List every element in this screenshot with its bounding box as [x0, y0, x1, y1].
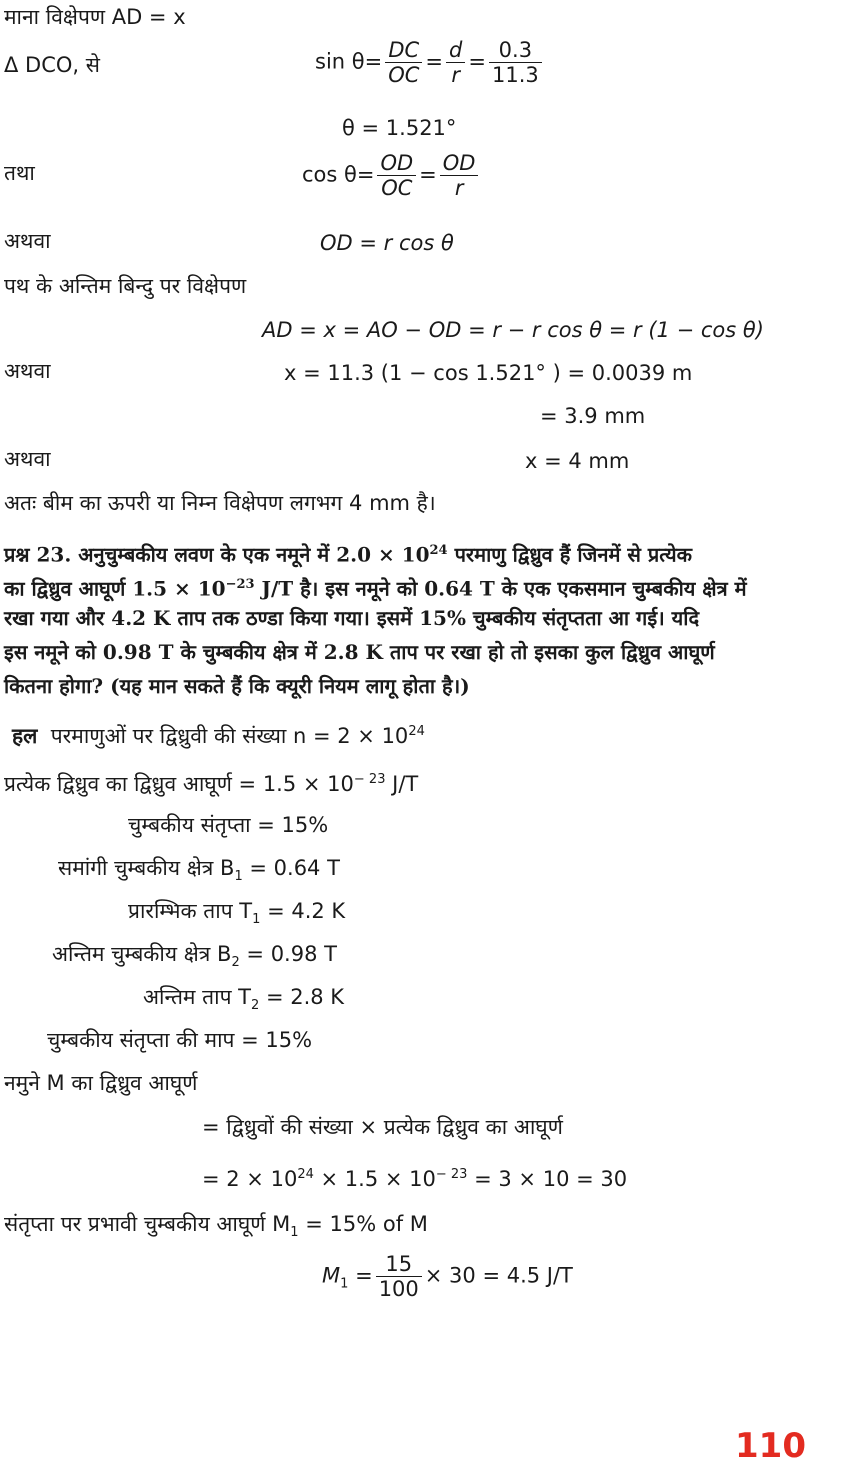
question-line-1: प्रश्न 23. अनुचुम्बकीय लवण के एक नमूने में $2.0 \times 10^{24}$ परमाणु द्विध्रुव हैं जिनमें से प्रत्येक: [4, 542, 692, 567]
conclusion: अतः बीम का ऊपरी या निम्न विक्षेपण लगभग 4 mm है।: [4, 491, 436, 515]
question-line-2: का द्विध्रुव आघूर्ण $1.5 \times 10^{-23}$ J/T है। इस नमूने को 0.64 T के एक एकसमान चुम्बकीय क्षेत्र में: [4, 576, 747, 601]
x-4mm: x = 4 mm: [525, 449, 630, 473]
mm-39: = 3.9 mm: [540, 404, 646, 428]
athva-label-2: अथवा: [4, 359, 51, 383]
temp-t2: अन्तिम ताप $T_2 = 2.8$ K: [143, 985, 345, 1014]
tatha-label: तथा: [4, 161, 35, 185]
triangle-label: Δ DCO, से: [4, 53, 100, 77]
od-equation: OD = r cos θ: [320, 231, 454, 255]
fraction-d-r: $\frac{d}{r}$: [446, 38, 465, 87]
saturation: चुम्बकीय संतृप्ता = 15%: [128, 813, 329, 837]
m1-heading: संतृप्ता पर प्रभावी चुम्बकीय आघूर्ण $M_1 = 15\%$ of M: [4, 1212, 428, 1241]
cos-equation: cos θ= $\frac{OD}{OC}$ = $\frac{OD}{r}$: [302, 151, 481, 200]
question-line-4: इस नमूने को 0.98 T के चुम्बकीय क्षेत्र में 2.8 K ताप पर रखा हो तो इसका कुल द्विध्रुव आघूर्ण: [4, 640, 715, 664]
m-equation-1: = द्विध्रुवों की संख्या × प्रत्येक द्विध्रुव का आघूर्ण: [202, 1115, 563, 1139]
fraction-dc-oc: $\frac{DC}{OC}$: [385, 38, 422, 87]
solution-label: हल: [12, 724, 38, 748]
theta-value: θ = 1.521°: [342, 116, 457, 140]
athva-label-3: अथवा: [4, 447, 51, 471]
temp-t1: प्रारम्भिक ताप $T_1 = 4.2$ K: [128, 899, 346, 928]
question-line-5: कितना होगा? (यह मान सकते हैं कि क्यूरी नियम लागू होता है।): [4, 674, 470, 698]
field-b1: समांगी चुम्बकीय क्षेत्र $B_1 = 0.64$ T: [58, 856, 340, 885]
fraction-od-r: $\frac{OD}{r}$: [440, 151, 479, 200]
m-heading: नमुने M का द्विध्रुव आघूर्ण: [4, 1071, 198, 1095]
saturation-measure: चुम्बकीय संतृप्ता की माप = 15%: [47, 1028, 313, 1052]
dipole-moment: प्रत्येक द्विध्रुव का द्विध्रुव आघूर्ण = $1.5 \times 10^{- 23}$ J/T: [4, 772, 419, 796]
fraction-od-oc: $\frac{OD}{OC}$: [377, 151, 416, 200]
fraction-values: $\frac{0.3}{11.3}$: [489, 38, 542, 87]
question-line-3: रखा गया और 4.2 K ताप तक ठण्डा किया गया। इसमें 15% चुम्बकीय संतृप्तता आ गई। यदि: [4, 606, 700, 630]
sin-equation: sin θ= $\frac{DC}{OC}$ = $\frac{d}{r}$ = $\frac{0.3}{11.3}$: [315, 38, 545, 87]
fraction-15-100: $\frac{15}{100}$: [376, 1252, 422, 1301]
field-b2: अन्तिम चुम्बकीय क्षेत्र $B_2 = 0.98$ T: [52, 942, 337, 971]
athva-label-1: अथवा: [4, 229, 51, 253]
m-equation-2: = $2 \times 10^{24} \times 1.5 \times 10^{- 23} = 3 \times 10 = 30$: [202, 1167, 628, 1191]
solution-n: हल परमाणुओं पर द्विध्रुवी की संख्या $n = 2 \times 10^{24}$: [12, 724, 425, 748]
question-label: प्रश्न 23.: [4, 542, 72, 567]
deflection-intro: माना विक्षेपण AD = x: [4, 5, 186, 29]
m1-equation: $M_1$ = $\frac{15}{100}$ × 30 = 4.5 J/T: [322, 1252, 573, 1301]
x-equation: x = 11.3 (1 − cos 1.521° ) = 0.0039 m: [284, 361, 693, 385]
page-number: 110: [735, 1426, 806, 1466]
endpoint-text: पथ के अन्तिम बिन्दु पर विक्षेपण: [4, 274, 247, 298]
ad-equation: AD = x = AO − OD = r − r cos θ = r (1 − cos θ): [262, 318, 764, 342]
